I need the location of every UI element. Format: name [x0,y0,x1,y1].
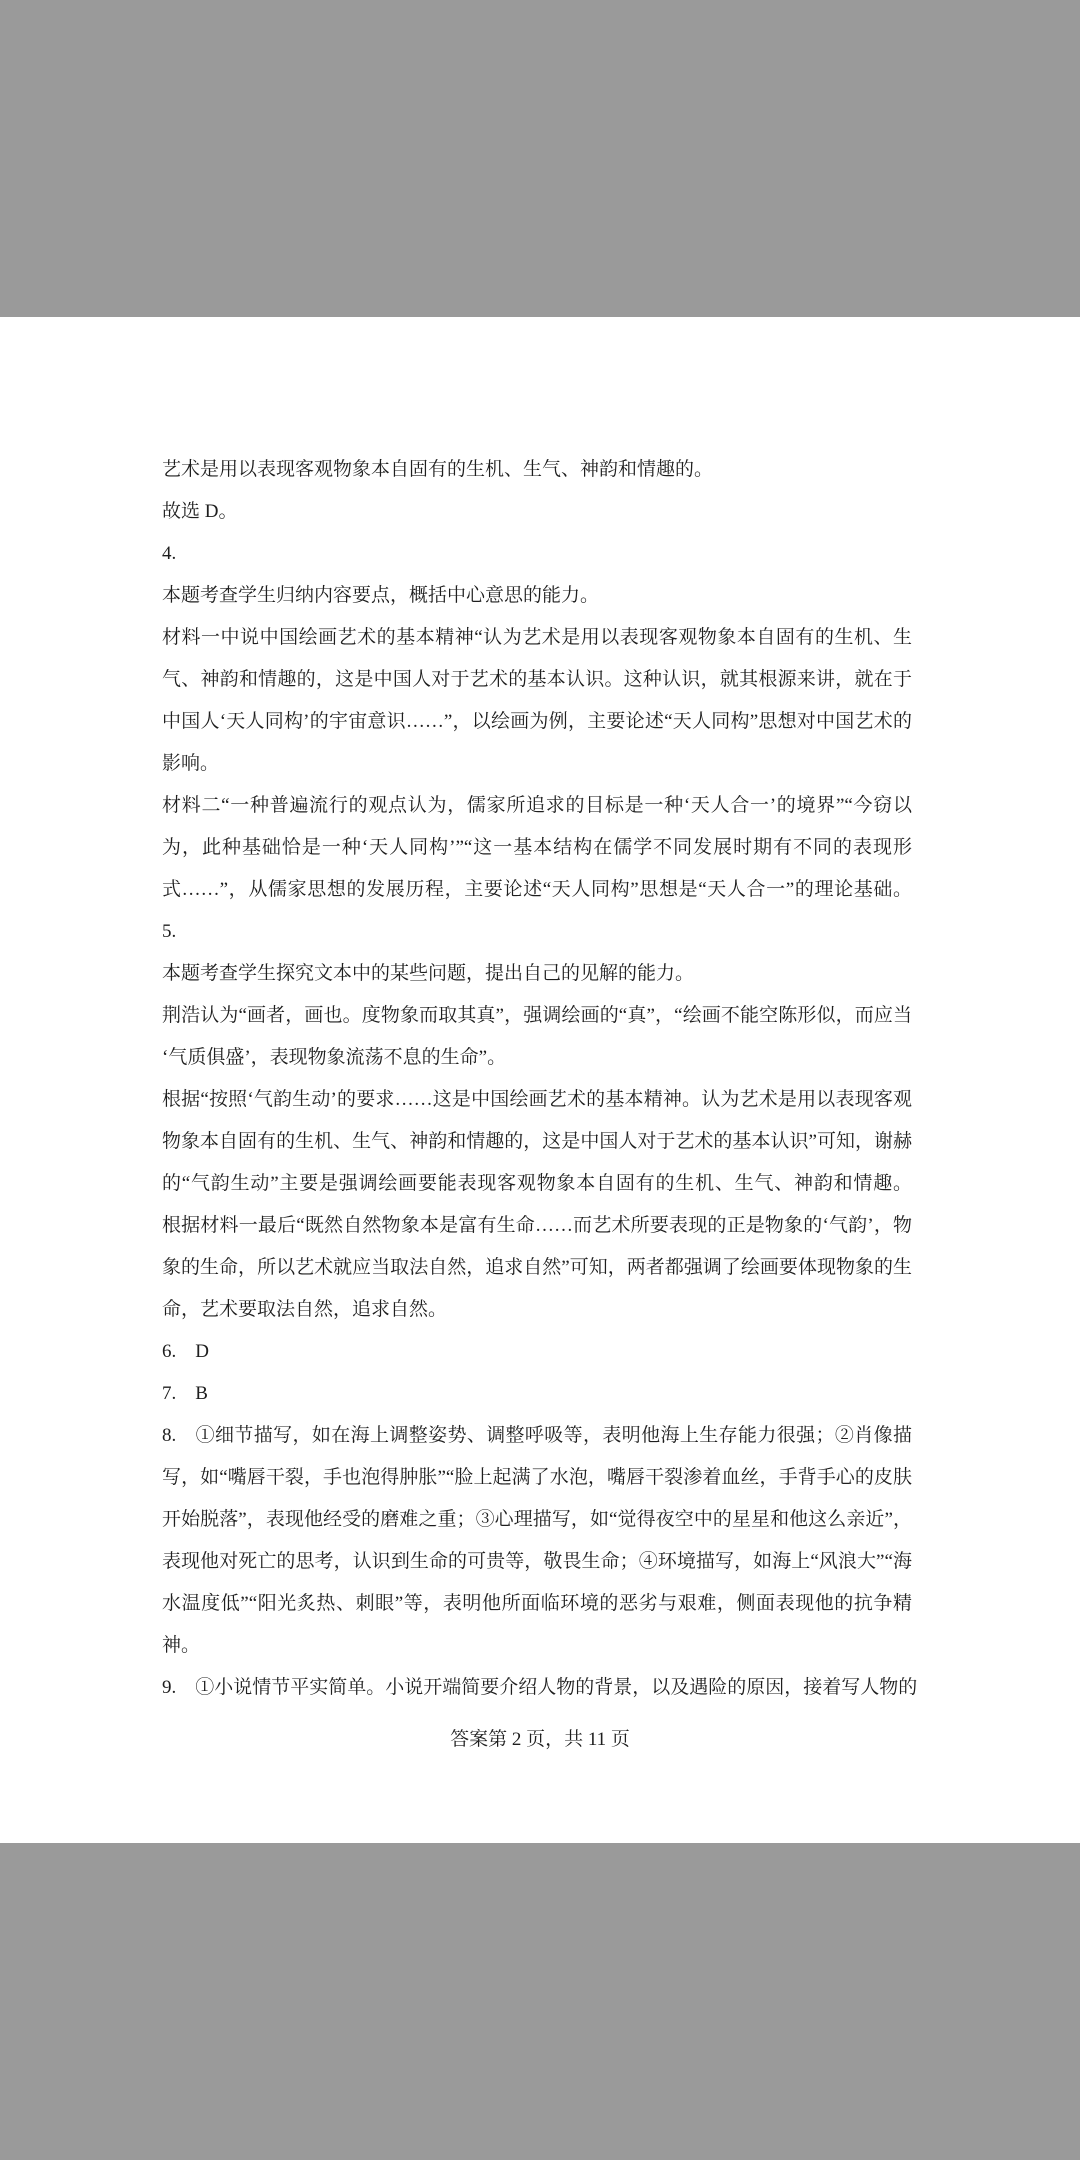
text-line: 式……”，从儒家思想的发展历程，主要论述“天人同构”思想是“天人合一”的理论基础。 [162,879,912,900]
text-line: 本题考查学生探究文本中的某些问题，提出自己的见解的能力。 [162,963,695,984]
text-line: 为，此种基础恰是一种‘天人同构’”“这一基本结构在儒学不同发展时期有不同的表现形 [162,837,912,858]
text-line: 气、神韵和情趣的，这是中国人对于艺术的基本认识。这种认识，就其根源来讲，就在于 [162,669,912,690]
text-line: 根据“按照‘气韵生动’的要求……这是中国绘画艺术的基本精神。认为艺术是用以表现客观 [162,1089,912,1110]
text-line: 的“气韵生动”主要是强调绘画要能表现客观物象本自固有的生机、生气、神韵和情趣。 [162,1173,912,1194]
text-line: 神。 [162,1635,201,1656]
page-text-block [162,449,918,1709]
text-line: 材料二“一种普遍流行的观点认为，儒家所追求的目标是一种‘天人合一’的境界”“今窃以 [162,795,912,816]
text-line: 7. B [162,1383,208,1404]
text-line: 水温度低”“阳光炙热、刺眼”等，表明他所面临环境的恶劣与艰难，侧面表现他的抗争精 [162,1593,912,1614]
text-line: 写，如“嘴唇干裂，手也泡得肿胀”“脸上起满了水泡，嘴唇干裂渗着血丝，手背手心的皮肤 [162,1467,912,1488]
text-line: 物象本自固有的生机、生气、神韵和情趣的，这是中国人对于艺术的基本认识”可知，谢赫 [162,1131,912,1152]
text-line: 本题考查学生归纳内容要点，概括中心意思的能力。 [162,585,600,606]
text-line: 根据材料一最后“既然自然物象本是富有生命……而艺术所要表现的正是物象的‘气韵’，物 [162,1215,912,1236]
text-line: 中国人‘天人同构’的宇宙意识……”，以绘画为例，主要论述“天人同构”思想对中国艺术的 [162,711,912,732]
text-line: 材料一中说中国绘画艺术的基本精神“认为艺术是用以表现客观物象本自固有的生机、生 [162,627,912,648]
text-line: 开始脱落”，表现他经受的磨难之重；③心理描写，如“觉得夜空中的星星和他这么亲近”， [162,1509,912,1530]
text-line: 9. ①小说情节平实简单。小说开端简要介绍人物的背景，以及遇险的原因，接着写人物的 [162,1677,918,1698]
text-line: 6. D [162,1341,209,1362]
text-line: 艺术是用以表现客观物象本自固有的生机、生气、神韵和情趣的。 [162,459,714,480]
document-page [0,317,1080,1843]
page-footer: 答案第 2 页，共 11 页 [450,1729,630,1750]
text-line: 8. ①细节描写，如在海上调整姿势、调整呼吸等，表明他海上生存能力很强；②肖像描 [162,1425,912,1446]
viewer-background-bottom [0,1843,1080,2160]
text-line: ‘气质俱盛’，表现物象流荡不息的生命”。 [162,1047,507,1068]
text-line: 象的生命，所以艺术就应当取法自然，追求自然”可知，两者都强调了绘画要体现物象的生 [162,1257,912,1278]
text-line: 故选 D。 [162,501,238,522]
text-line: 命，艺术要取法自然，追求自然。 [162,1299,448,1320]
text-line: 4. [162,543,177,564]
viewer-background-top [0,0,1080,317]
text-line: 影响。 [162,753,220,774]
text-line: 荆浩认为“画者，画也。度物象而取其真”，强调绘画的“真”，“绘画不能空陈形似，而应当 [162,1005,912,1026]
text-line: 5. [162,921,177,942]
text-line: 表现他对死亡的思考，认识到生命的可贵等，敬畏生命；④环境描写，如海上“风浪大”“海 [162,1551,912,1572]
